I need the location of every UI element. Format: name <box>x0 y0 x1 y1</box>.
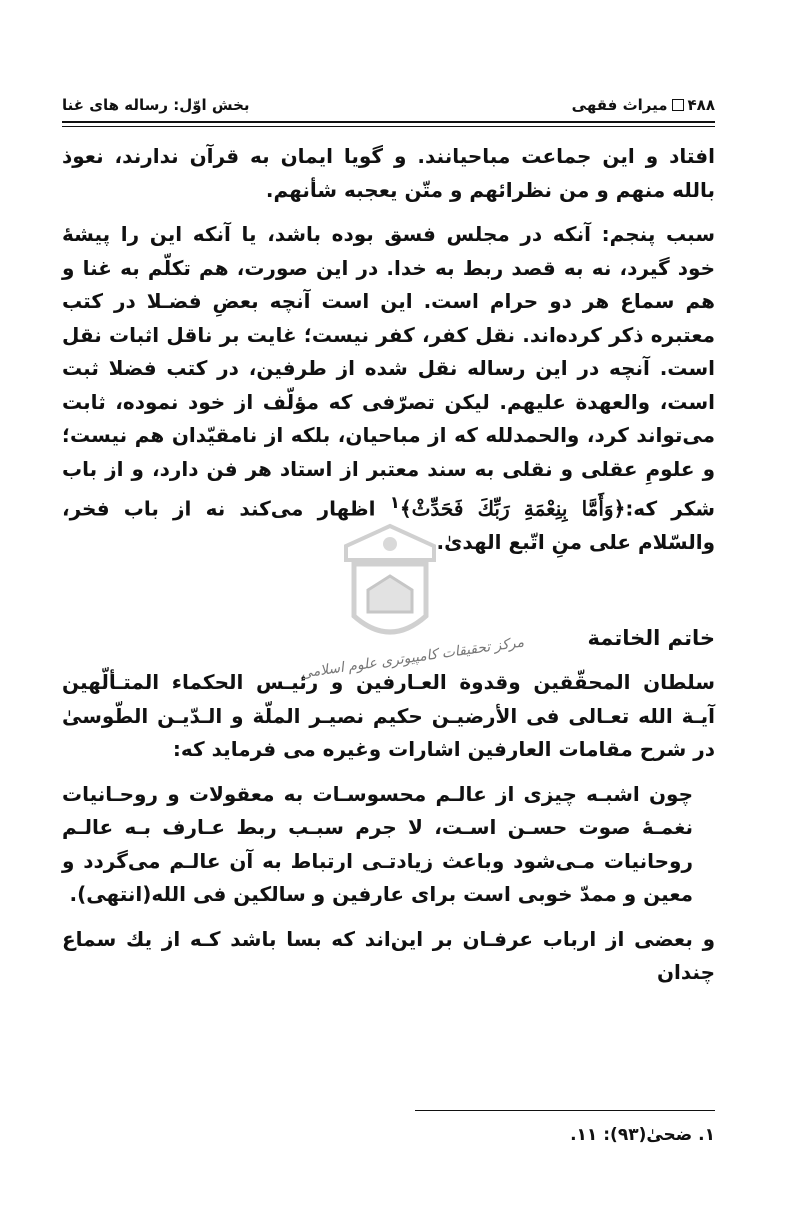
lead-label: سبب پنجم: <box>601 222 715 246</box>
main-text <box>62 140 715 1001</box>
book-title: میراث فقهی <box>571 96 668 114</box>
paragraph-4: و بعضی از ارباب عرفـان بر این‌اند که بسا باشد کـه از یك سماع چندان <box>62 926 715 985</box>
square-ornament-icon <box>672 99 684 111</box>
paragraph-2-text: آنکه در مجلس فسق بوده باشد، یا آنکه این را پیشهٔ خود گیرد، نه به قصد ربط به خدا. در این صورت، هم تکلّم به غنا و هم سماع هر دو حرام است. این است آنچه بعضِ فضـلا در کتب معتبره ذکر کرده‌اند. نقل کفر، کفر نیست؛ غایت بر ناقل اثبات نقل است. آنچه در این رساله نقل شده از طرفین، در کتب فضلا ثبت است، والعهدة علیهم. لیکن تصرّفی که مؤلّف از خود نموده، ثابت می‌تواند کرد، والحمدلله که از مباحیان، بلکه از نامقیّدان هم نیست؛ و علومِ عقلی و نقلی به سند معتبر از استاد هر فن دارد، و از باب شکر که: <box>62 222 715 521</box>
paragraph-2 <box>62 218 715 560</box>
footnote-rule <box>415 1110 715 1111</box>
paragraph-2-end: اظهار می‌کند نه از باب فخر، والسّلام علی منِ اتّبع الهدیٰ. <box>62 496 715 555</box>
page-number: ۴۸۸ <box>687 96 715 114</box>
paragraph-1: افتاد و این جماعت مباحیانند. و گویا ایمان به قرآن ندارند، نعوذ بالله منهم و من نظرائهم و متّن یعجبه شأنهم. <box>62 144 715 202</box>
block-quote: چون اشبـه چیزی از عالـم محسوسـات به معقولات و روحـانیات نغمـهٔ صوت حسـن اسـت، لا جرم سبـب ربط عـارف بـه عالـم روحانیات مـی‌شود وباعث زیادتـی ارتباط به آن عالـم می‌گردد و معین و ممدّ خوبی است برای عارفین و سالکین فی الله(انتهی). <box>62 781 693 907</box>
footnote-marker: ۱ <box>389 493 400 512</box>
page-header-right <box>572 96 715 114</box>
quran-verse: ﴿وَأَمَّا بِنِعْمَةِ رَبِّكَ فَحَدِّثْ﴾ <box>399 496 626 521</box>
running-header <box>62 92 715 118</box>
watermark-text: مرکز تحقیقات کامپیوتری علوم اسلامی <box>299 634 525 682</box>
footnote: ۱. ضحیٰ(۹۳): ۱۱. <box>570 1125 715 1145</box>
header-rule <box>62 121 715 123</box>
paragraph-3: سلطان المحقّقین وقدوة العـارفین و رئیـس الحکماء المتـألّهین آیـة الله تعـالی فی الأرضیـن حکیم نصیـر الملّة و الـدّیـن الطّوسیٰ در شرح مقامات العارفین اشارات وغیره می فرماید که: <box>62 670 715 762</box>
section-heading: خاتم الخاتمة <box>587 625 715 650</box>
section-title: بخش اوّل: رساله های غنا <box>62 96 250 114</box>
